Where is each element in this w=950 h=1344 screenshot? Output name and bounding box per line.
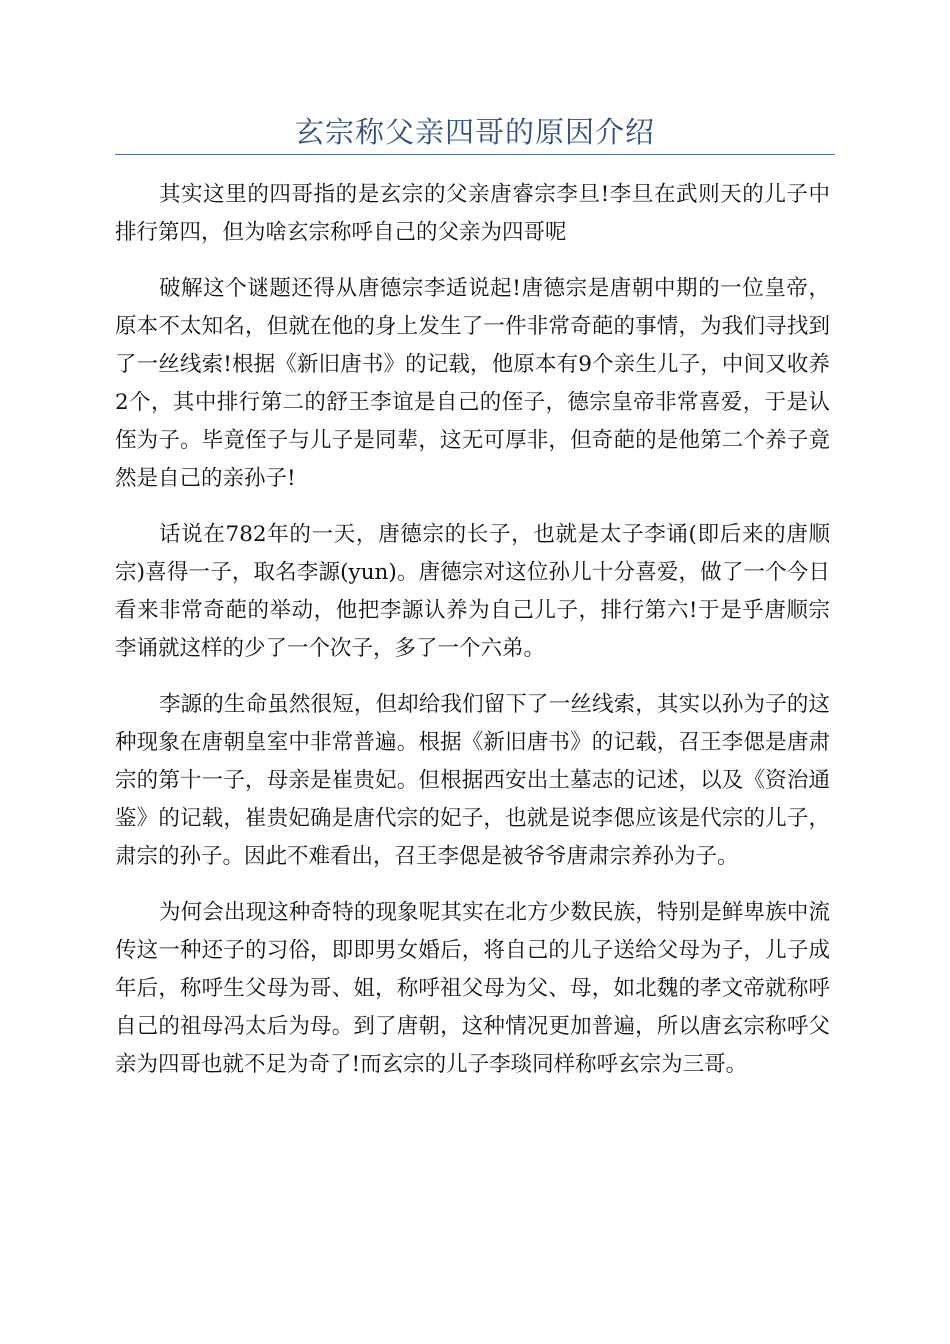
document-title: 玄宗称父亲四哥的原因介绍 bbox=[294, 115, 655, 149]
paragraph-3: 话说在782年的一天，唐德宗的长子，也就是太子李诵(即后来的唐顺宗)喜得一子，取名李謜(yun)。唐德宗对这位孙儿十分喜爱，做了一个今日看来非常奇葩的举动，他把李謜认养为自己儿子，排行第六!于是乎唐顺宗李诵就这样的少了一个次子，多了一个六弟。 bbox=[115, 522, 830, 661]
paragraph-4: 李謜的生命虽然很短，但却给我们留下了一丝线索，其实以孙为子的这种现象在唐朝皇室中非常普遍。根据《新旧唐书》的记载，召王李偲是唐肃宗的第十一子，母亲是崔贵妃。但根据西安出土墓志的记述，以及《资治通鉴》的记载，崔贵妃确是唐代宗的妃子，也就是说李偲应该是代宗的儿子，肃宗的孙子。因此不难看出，召王李偲是被爷爷唐肃宗养孙为子。 bbox=[115, 692, 830, 869]
document-body bbox=[115, 176, 830, 1102]
paragraph-1: 其实这里的四哥指的是玄宗的父亲唐睿宗李旦!李旦在武则天的儿子中排行第四，但为啥玄宗称呼自己的父亲为四哥呢 bbox=[115, 182, 830, 245]
paragraph-2: 破解这个谜题还得从唐德宗李适说起!唐德宗是唐朝中期的一位皇帝，原本不太知名，但就在他的身上发生了一件非常奇葩的事情，为我们寻找到了一丝线索!根据《新旧唐书》的记载，他原本有9个亲生儿子，中间又收养2个，其中排行第二的舒王李谊是自己的侄子，德宗皇帝非常喜爱，于是认侄为子。毕竟侄子与儿子是同辈，这无可厚非，但奇葩的是他第二个养子竟然是自己的亲孙子! bbox=[115, 276, 830, 491]
title-underline bbox=[115, 154, 835, 155]
paragraph-5: 为何会出现这种奇特的现象呢其实在北方少数民族，特别是鲜卑族中流传这一种还子的习俗，即即男女婚后，将自己的儿子送给父母为子，儿子成年后，称呼生父母为哥、姐，称呼祖父母为父、母，如北魏的孝文帝就称呼自己的祖母冯太后为母。到了唐朝，这种情况更加普遍，所以唐玄宗称呼父亲为四哥也就不足为奇了!而玄宗的儿子李琰同样称呼玄宗为三哥。 bbox=[115, 900, 830, 1077]
